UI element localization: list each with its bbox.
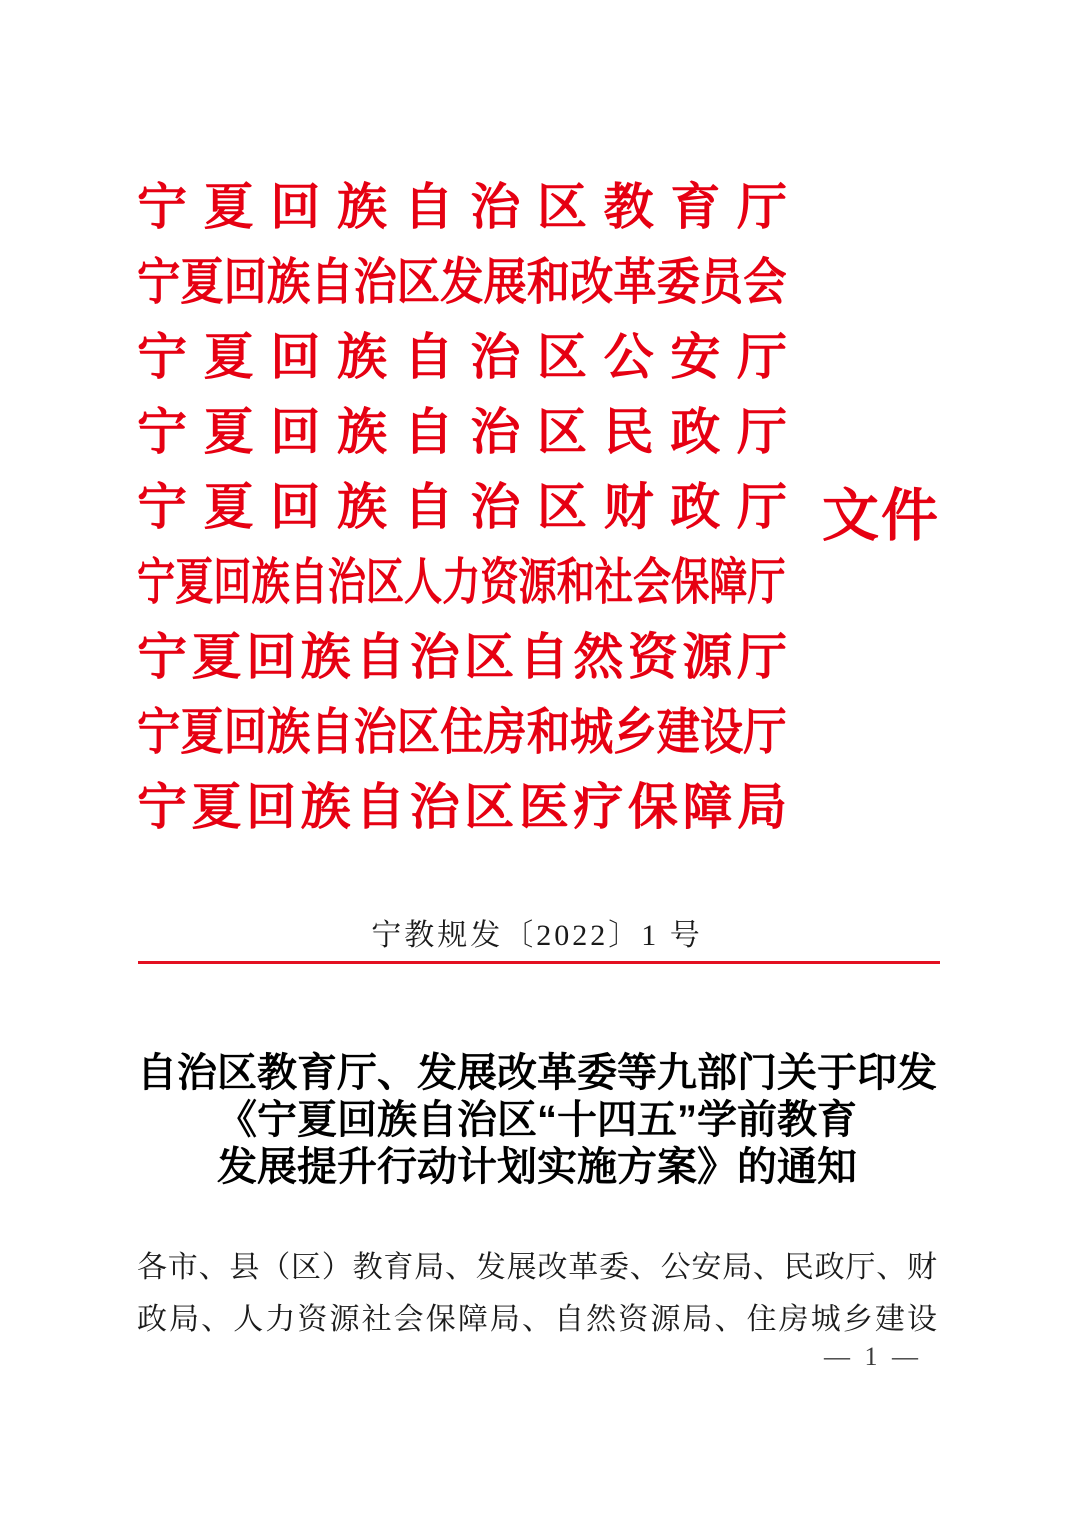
doc-title-line: 自治区教育厅、发展改革委等九部门关于印发 <box>137 1051 937 1095</box>
dept-name: 宁夏回族自治区自然资源厅 <box>137 629 787 685</box>
body-text-line: 各市、县（区）教育局、发展改革委、公安局、民政厅、财 <box>137 1251 937 1284</box>
dept-name-line <box>137 395 787 470</box>
dept-name-line <box>137 470 787 545</box>
doc-title <box>87 1050 987 1191</box>
dept-name: 宁夏回族自治区民政厅 <box>137 404 787 460</box>
dept-name-line <box>137 170 787 245</box>
dept-name-line <box>137 320 787 395</box>
dept-name-line <box>137 245 787 320</box>
dept-name-line <box>137 620 787 695</box>
page-number: — 1 — <box>824 1342 922 1371</box>
dept-name: 宁夏回族自治区医疗保障局 <box>137 779 787 835</box>
dept-name: 宁夏回族自治区财政厅 <box>137 479 787 535</box>
red-divider-rule <box>138 961 940 964</box>
dept-name: 宁夏回族自治区住房和城乡建设厅 <box>137 704 787 760</box>
body-text-line: 政局、人力资源社会保障局、自然资源局、住房城乡建设 <box>137 1303 937 1336</box>
document-label: 文件 <box>822 485 940 548</box>
doc-title-line: 发展提升行动计划实施方案》的通知 <box>217 1145 857 1189</box>
dept-name: 宁夏回族自治区教育厅 <box>137 179 787 235</box>
dept-name: 宁夏回族自治区人力资源和社会保障厅 <box>137 554 786 610</box>
dept-name: 宁夏回族自治区发展和改革委员会 <box>137 254 787 310</box>
letterhead <box>137 170 787 845</box>
body-paragraph <box>137 1242 937 1346</box>
dept-name: 宁夏回族自治区公安厅 <box>137 329 787 385</box>
doc-title-line: 《宁夏回族自治区“十四五”学前教育 <box>217 1098 857 1142</box>
dept-name-line <box>137 770 787 845</box>
dept-name-line <box>137 545 787 620</box>
doc-number: 宁教规发〔2022〕1 号 <box>371 919 703 952</box>
dept-name-line <box>137 695 787 770</box>
